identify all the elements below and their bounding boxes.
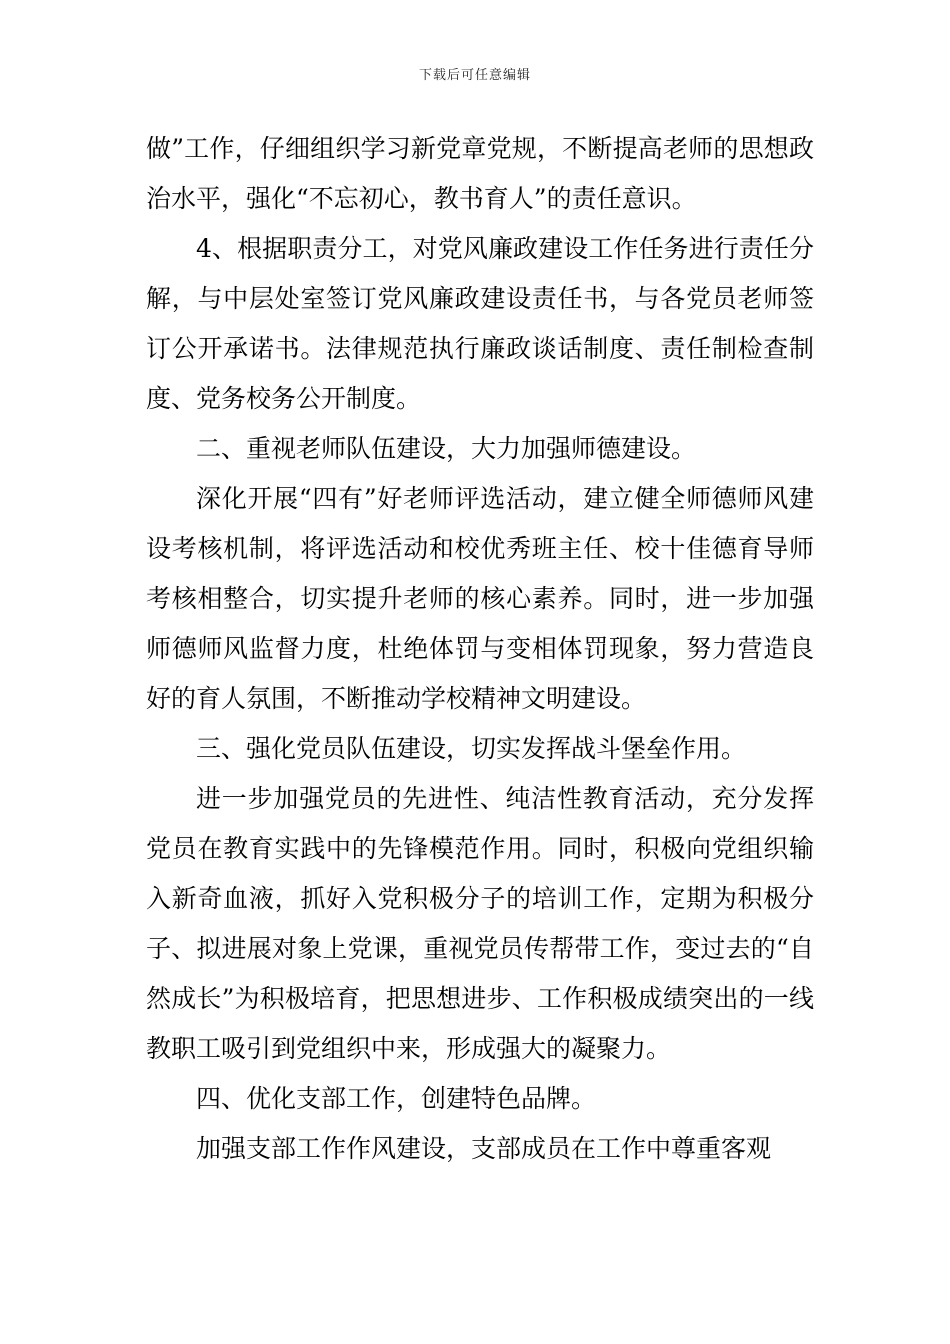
paragraph-party-members: 进一步加强党员的先进性、纯洁性教育活动，充分发挥党员在教育实践中的先锋模范作用。同时，积极向党组织输入新奇血液，抓好入党积极分子的培训工作，定期为积极分子、拟进展对象上党课，重视党员传帮带工作，变过去的“自然成长”为积极培育，把思想进步、工作积极成绩突出的一线教职工吸引到党组织中来，形成强大的凝聚力。 xyxy=(146,784,814,1063)
section-heading-2: 二、重视老师队伍建设，大力加强师德建设。 xyxy=(196,434,697,463)
paragraph-item-4: 4、根据职责分工，对党风廉政建设工作任务进行责任分解，与中层处室签订党风廉政建设责任书，与各党员老师签订公开承诺书。法律规范执行廉政谈话制度、责任制检查制度、党务校务公开制度。 xyxy=(146,234,814,413)
section-heading-3: 三、强化党员队伍建设，切实发挥战斗堡垒作用。 xyxy=(196,734,747,763)
paragraph-teacher-ethics: 深化开展“四有”好老师评选活动，建立健全师德师风建设考核机制，将评选活动和校优秀班主任、校十佳德育导师考核相整合，切实提升老师的核心素养。同时，进一步加强师德师风监督力度，杜绝体罚与变相体罚现象，努力营造良好的育人氛围，不断推动学校精神文明建设。 xyxy=(146,484,814,713)
section-heading-4: 四、优化支部工作，创建特色品牌。 xyxy=(196,1084,597,1113)
page-header: 下载后可任意编辑 xyxy=(418,68,531,83)
paragraph-branch-work: 加强支部工作作风建设，支部成员在工作中尊重客观 xyxy=(196,1134,772,1163)
paragraph-continuation: 做”工作，仔细组织学习新党章党规，不断提高老师的思想政治水平，强化“不忘初心，教书育人”的责任意识。 xyxy=(146,134,814,213)
document-body xyxy=(146,124,814,1174)
